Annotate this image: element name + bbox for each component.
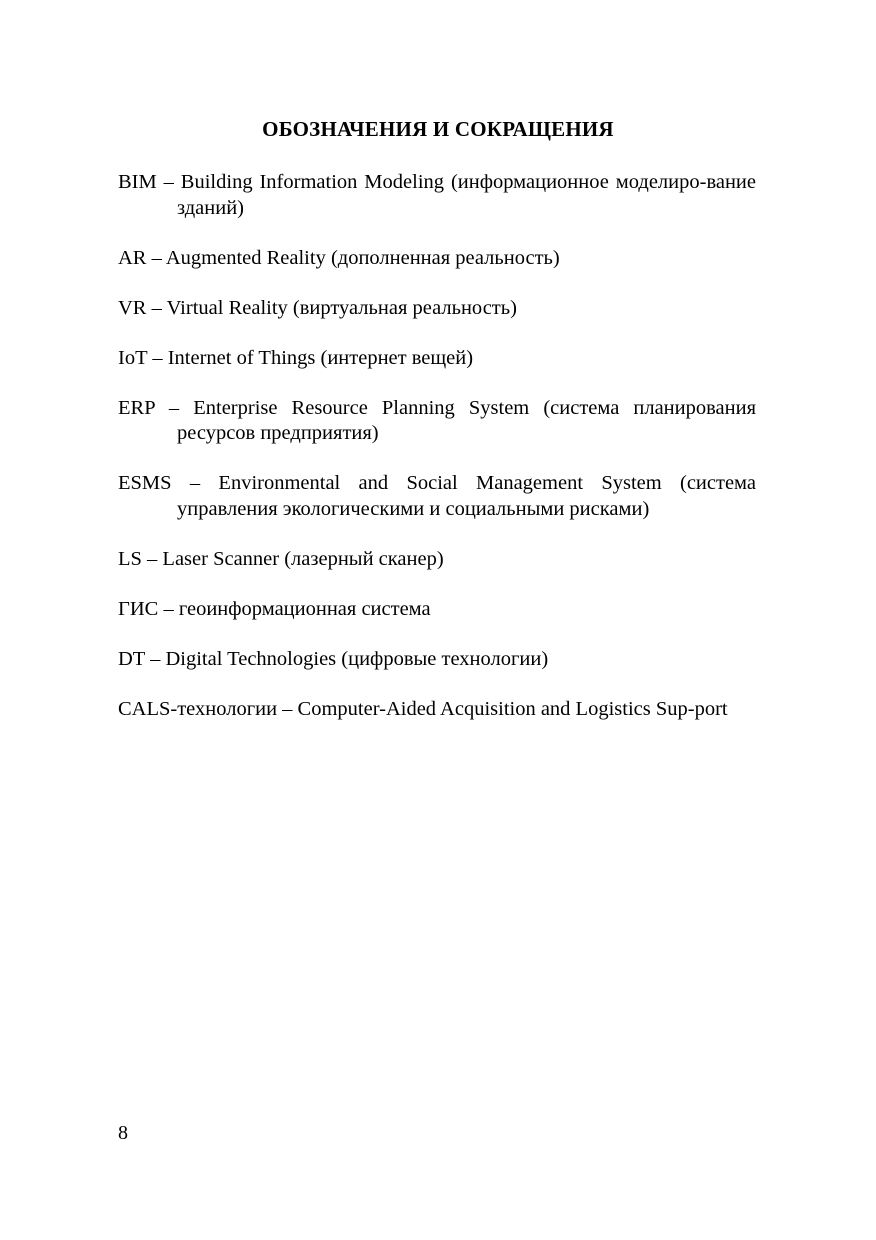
abbreviation-list [118, 170, 756, 747]
abbreviation-entry-bim: BIM – Building Information Modeling (информационное моделиро-вание зданий) [118, 171, 756, 219]
abbreviation-entry-ar: AR – Augmented Reality (дополненная реальность) [118, 246, 560, 269]
abbreviation-entry-cals: CALS-технологии – Computer-Aided Acquisition and Logistics Sup-port [118, 697, 728, 720]
abbreviation-entry-vr: VR – Virtual Reality (виртуальная реальность) [118, 296, 517, 319]
abbreviation-entry-erp: ERP – Enterprise Resource Planning System (система планирования ресурсов предприятия) [118, 396, 756, 444]
page-title: ОБОЗНАЧЕНИЯ И СОКРАЩЕНИЯ [262, 117, 614, 141]
abbreviation-entry-iot: IoT – Internet of Things (интернет вещей) [118, 346, 474, 369]
abbreviation-entry-dt: DT – Digital Technologies (цифровые технологии) [118, 647, 549, 670]
abbreviation-entry-ls: LS – Laser Scanner (лазерный сканер) [118, 547, 444, 570]
page-number: 8 [118, 1122, 128, 1144]
abbreviation-entry-esms: ESMS – Environmental and Social Management System (система управления экологическими и социальными рисками) [118, 472, 756, 520]
abbreviation-entry-gis: ГИС – геоинформационная система [118, 597, 431, 620]
